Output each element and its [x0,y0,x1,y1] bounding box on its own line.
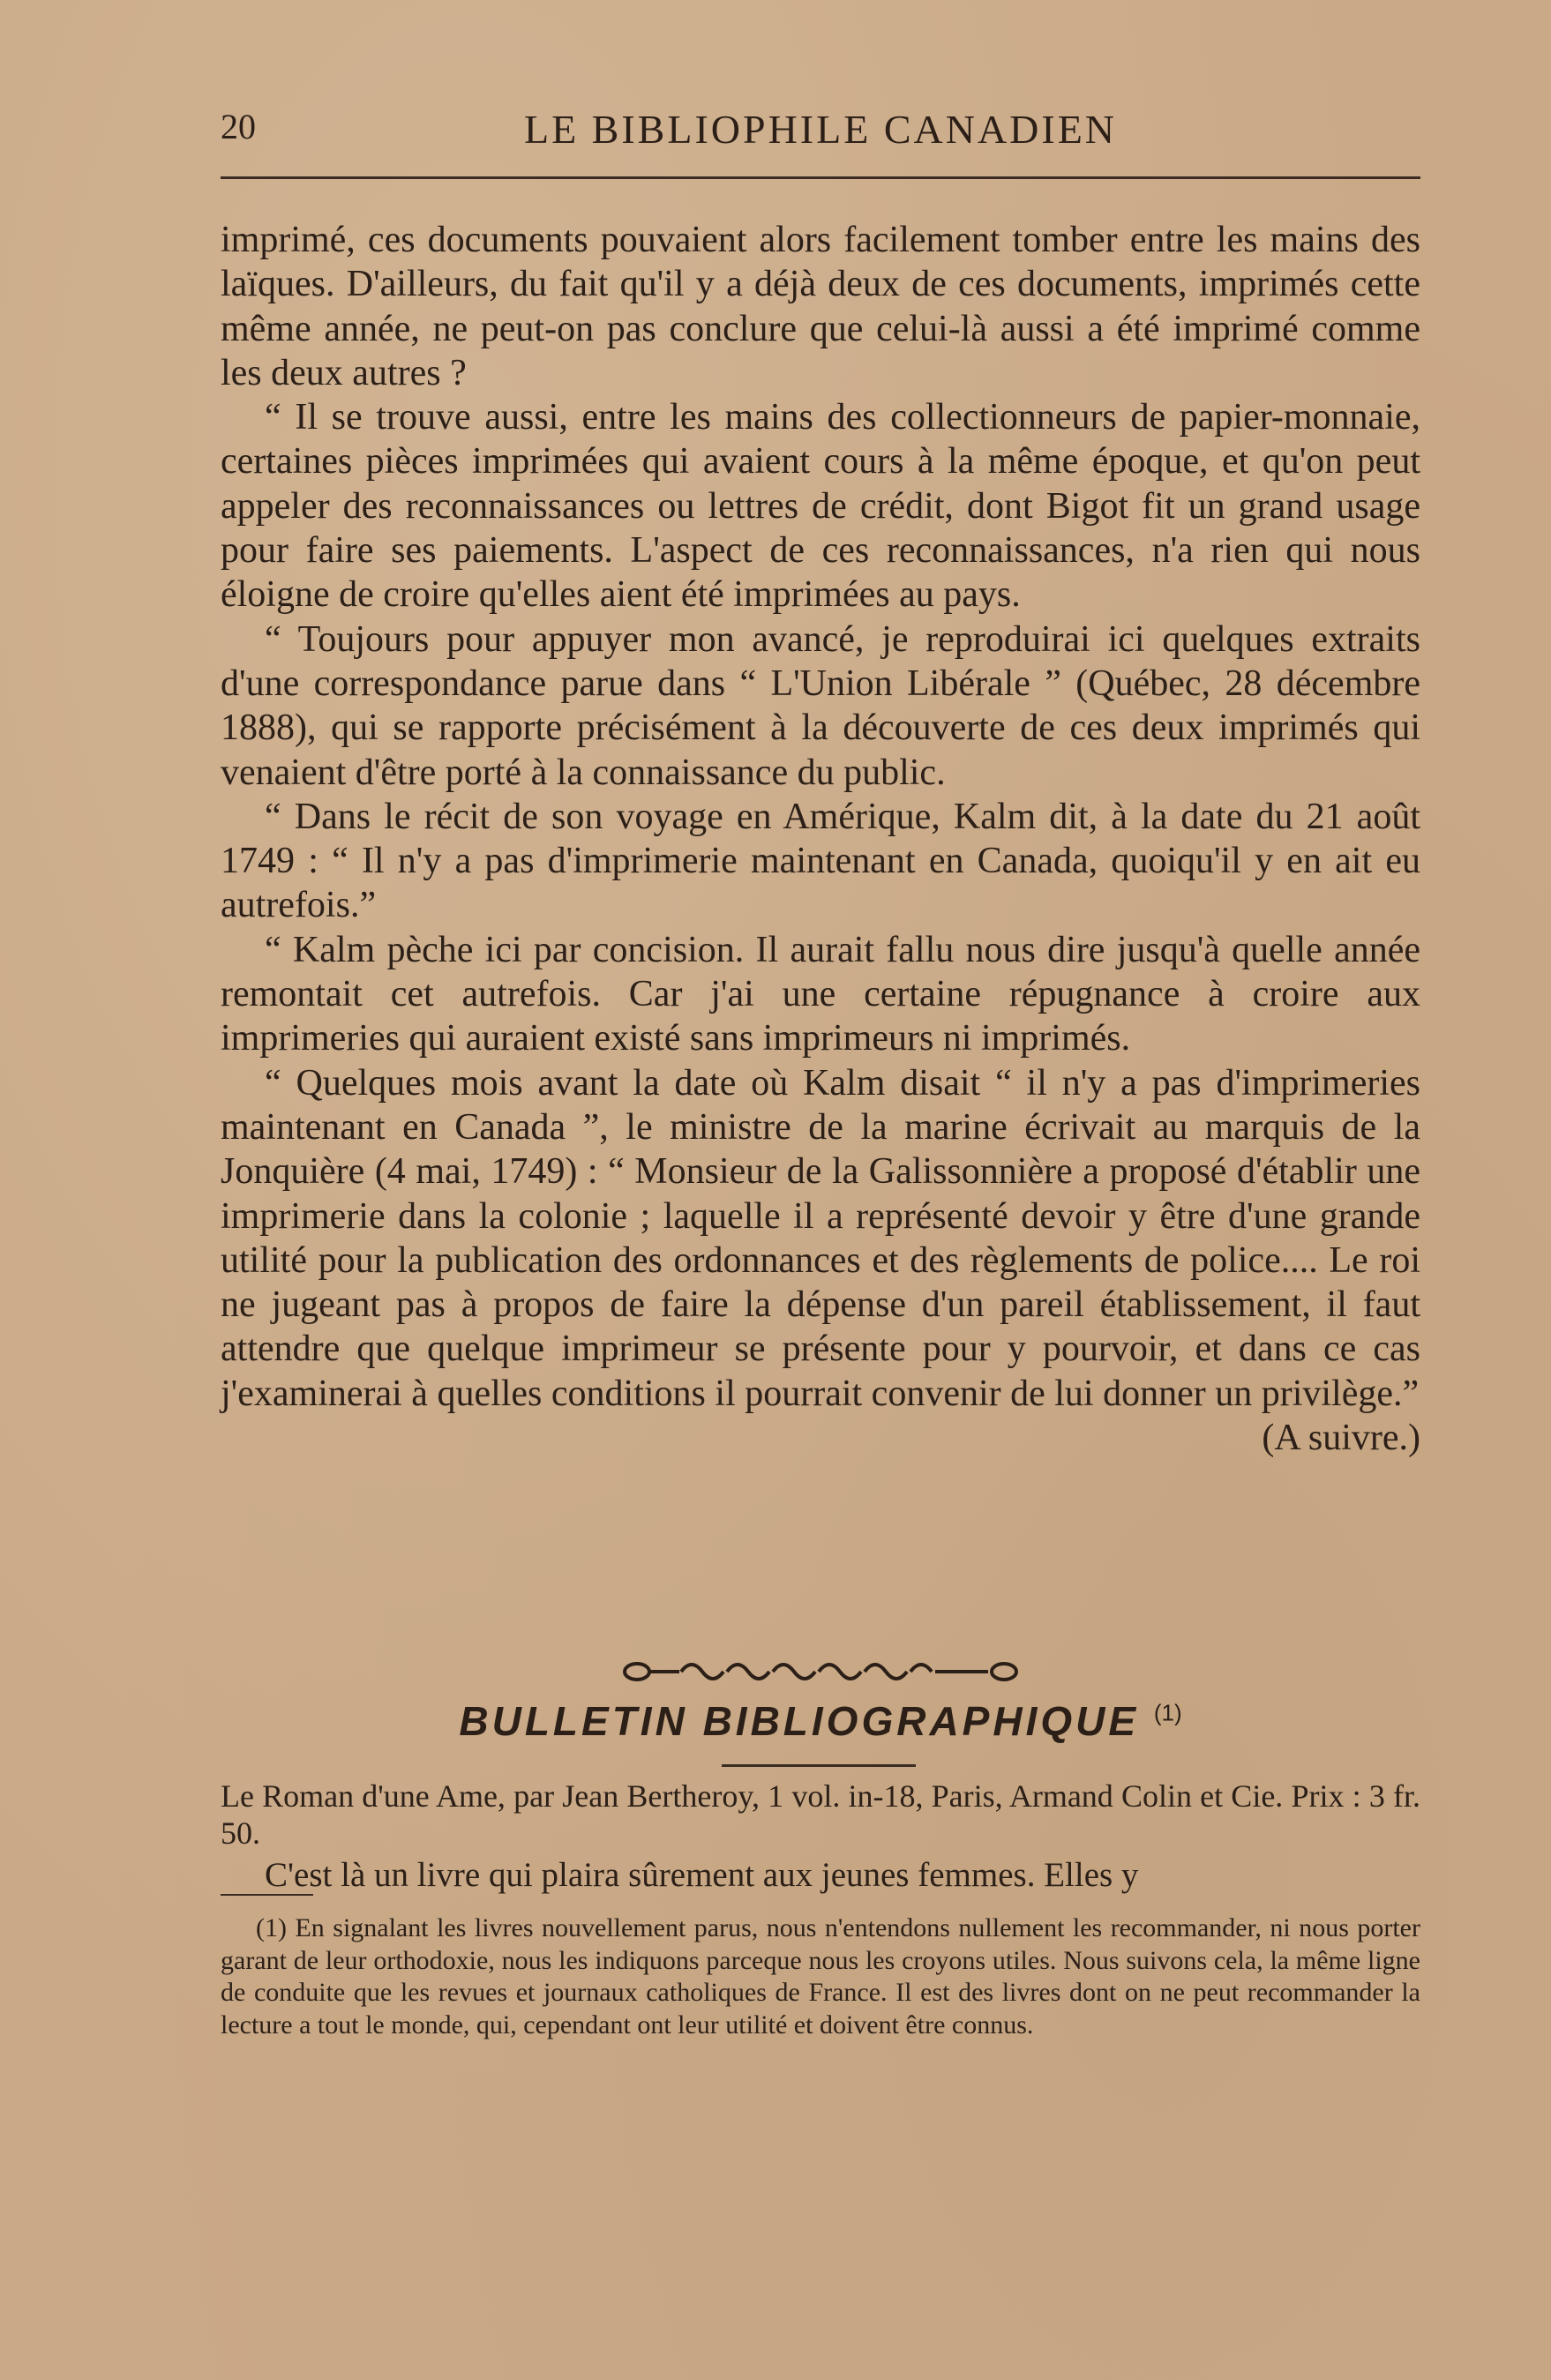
review-comment: C'est là un livre qui plaira sûrement aux jeunes femmes. Elles y [265,1856,1139,1894]
ornament-divider [618,1654,1023,1689]
to-be-continued: (A suivre.) [1262,1418,1420,1459]
page-number: 20 [221,107,256,146]
section-title [221,1697,1420,1745]
bibliography-entry: Le Roman d'une Ame, par Jean Bertheroy, 1 vol. in-18, Paris, Armand Colin et Cie. Prix : 3 fr. 50. [221,1778,1420,1851]
header-rule [221,176,1420,179]
footnote-rule [221,1894,313,1896]
section-rule [722,1764,916,1767]
section-title-text: BULLETIN BIBLIOGRAPHIQUE [459,1698,1140,1744]
paragraph-1: imprimé, ces documents pouvaient alors facilement tomber entre les mains des laïques. D'ailleurs, du fait qu'il y a déjà deux de ces documents, imprimés cette même année, ne peut-on pas conclure que celui-là aussi a été imprimé comme les deux autres ? [221,220,1420,393]
paragraph-2: “ Il se trouve aussi, entre les mains des collectionneurs de papier-monnaie, certaines pièces imprimées qui avaient cours à la même époque, et qu'on peut appeler des reconnaissances ou lettres de crédit, dont Bigot fit un grand usage pour faire ses paiements. L'aspect de ces reconnaissances, n'a rien qui nous éloigne de croire qu'elles aient été imprimées au pays. [221,397,1420,616]
paragraph-3: “ Toujours pour appuyer mon avancé, je reproduirai ici quelques extraits d'une correspondance parue dans “ L'Union Libérale ” (Québec, 28 décembre 1888), qui se rapporte précisément à la découverte de ces deux imprimés qui venaient d'être porté à la connaissance du public. [221,618,1420,793]
bibliography-review [221,1778,1420,1894]
paragraph-6 [221,1061,1420,1459]
running-title: LE BIBLIOPHILE CANADIEN [523,107,1118,152]
footnote-marker: (1) [1153,1699,1182,1726]
page-header [221,106,1420,159]
paragraph-4: “ Dans le récit de son voyage en Amérique, Kalm dit, à la date du 21 août 1749 : “ Il n'y a pas d'imprimerie maintenant en Canada, quoiqu'il y en ait eu autrefois.” [221,796,1420,926]
paragraph-6-text: “ Quelques mois avant la date où Kalm disait “ il n'y a pas d'imprimeries maintenant en Canada ”, le ministre de la marine écrivait au marquis de la Jonquière (4 mai, 1749) : “ Monsieur de la Galissonnière a proposé d'établir une imprimerie dans la colonie ; laquelle il a représenté devoir y être d'une grande utilité pour la publication des ordonnances et des règlements de police.... Le roi ne jugeant pas à propos de faire la dépense d'un pareil établissement, il faut attendre que quelque imprimeur se présente pour y pourvoir, et dans ce cas j'examinerai à quelles conditions il pourrait convenir de lui donner un privilège.” [221,1062,1420,1414]
footnote: (1) En signalant les livres nouvellement parus, nous n'entendons nullement les recommander, ni nous porter garant de leur orthodoxie, nous les indiquons parceque nous les croyons utiles. Nous suivons cela, la même ligne de conduite que les revues et journaux catholiques de France. Il est des livres dont on ne peut recommander la lecture a tout le monde, qui, cependant ont leur utilité et doivent être connus. [221,1913,1420,2039]
body-text [221,218,1420,1460]
paragraph-5: “ Kalm pèche ici par concision. Il aurait fallu nous dire jusqu'à quelle année remontait cet autrefois. Car j'ai une certaine répugnance à croire aux imprimeries qui auraient existé sans imprimeurs ni imprimés. [221,929,1420,1059]
